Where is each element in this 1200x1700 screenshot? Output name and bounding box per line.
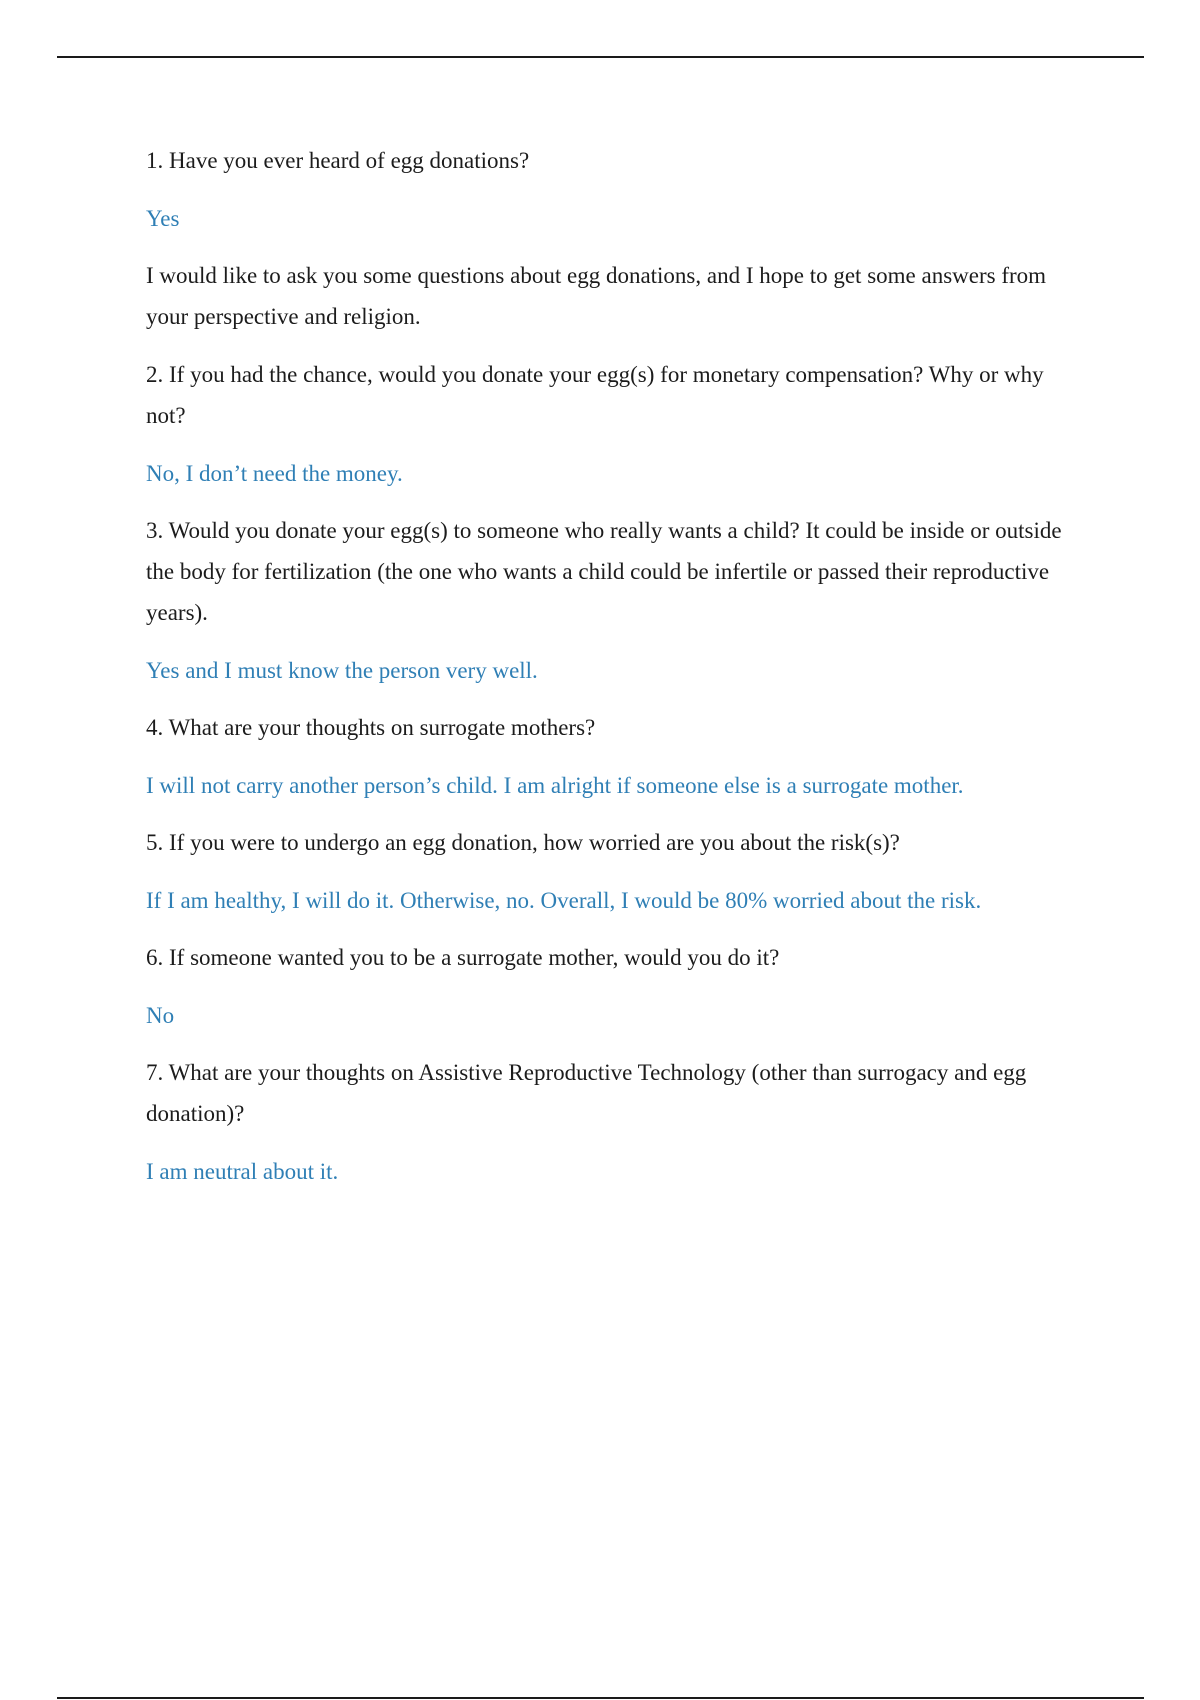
answer-6: No	[146, 1003, 175, 1028]
question-2: 2. If you had the chance, would you donate your egg(s) for monetary compensation? Why or why not?	[146, 362, 1044, 428]
header-rule	[57, 56, 1144, 58]
answer-4: I will not carry another person’s child. I am alright if someone else is a surrogate mother.	[146, 773, 964, 798]
question-7: 7. What are your thoughts on Assistive Reproductive Technology (other than surrogacy and egg donation)?	[146, 1060, 1027, 1126]
answer-5: If I am healthy, I will do it. Otherwise, no. Overall, I would be 80% worried about the risk.	[146, 888, 982, 913]
answer-7: I am neutral about it.	[146, 1159, 339, 1184]
question-3: 3. Would you donate your egg(s) to someone who really wants a child? It could be inside or outside the body for fertilization (the one who wants a child could be infertile or passed their reproductive years).	[146, 518, 1062, 625]
question-4: 4. What are your thoughts on surrogate mothers?	[146, 715, 596, 740]
answer-2: No, I don’t need the money.	[146, 461, 403, 486]
question-1: 1. Have you ever heard of egg donations?	[146, 148, 530, 173]
question-5: 5. If you were to undergo an egg donation, how worried are you about the risk(s)?	[146, 830, 900, 855]
intro-paragraph: I would like to ask you some questions about egg donations, and I hope to get some answers from your perspective and religion.	[146, 263, 1047, 329]
document-body	[146, 140, 1086, 1208]
footer-rule	[57, 1697, 1144, 1699]
answer-1: Yes	[146, 206, 180, 231]
question-6: 6. If someone wanted you to be a surrogate mother, would you do it?	[146, 945, 780, 970]
answer-3: Yes and I must know the person very well.	[146, 658, 538, 683]
